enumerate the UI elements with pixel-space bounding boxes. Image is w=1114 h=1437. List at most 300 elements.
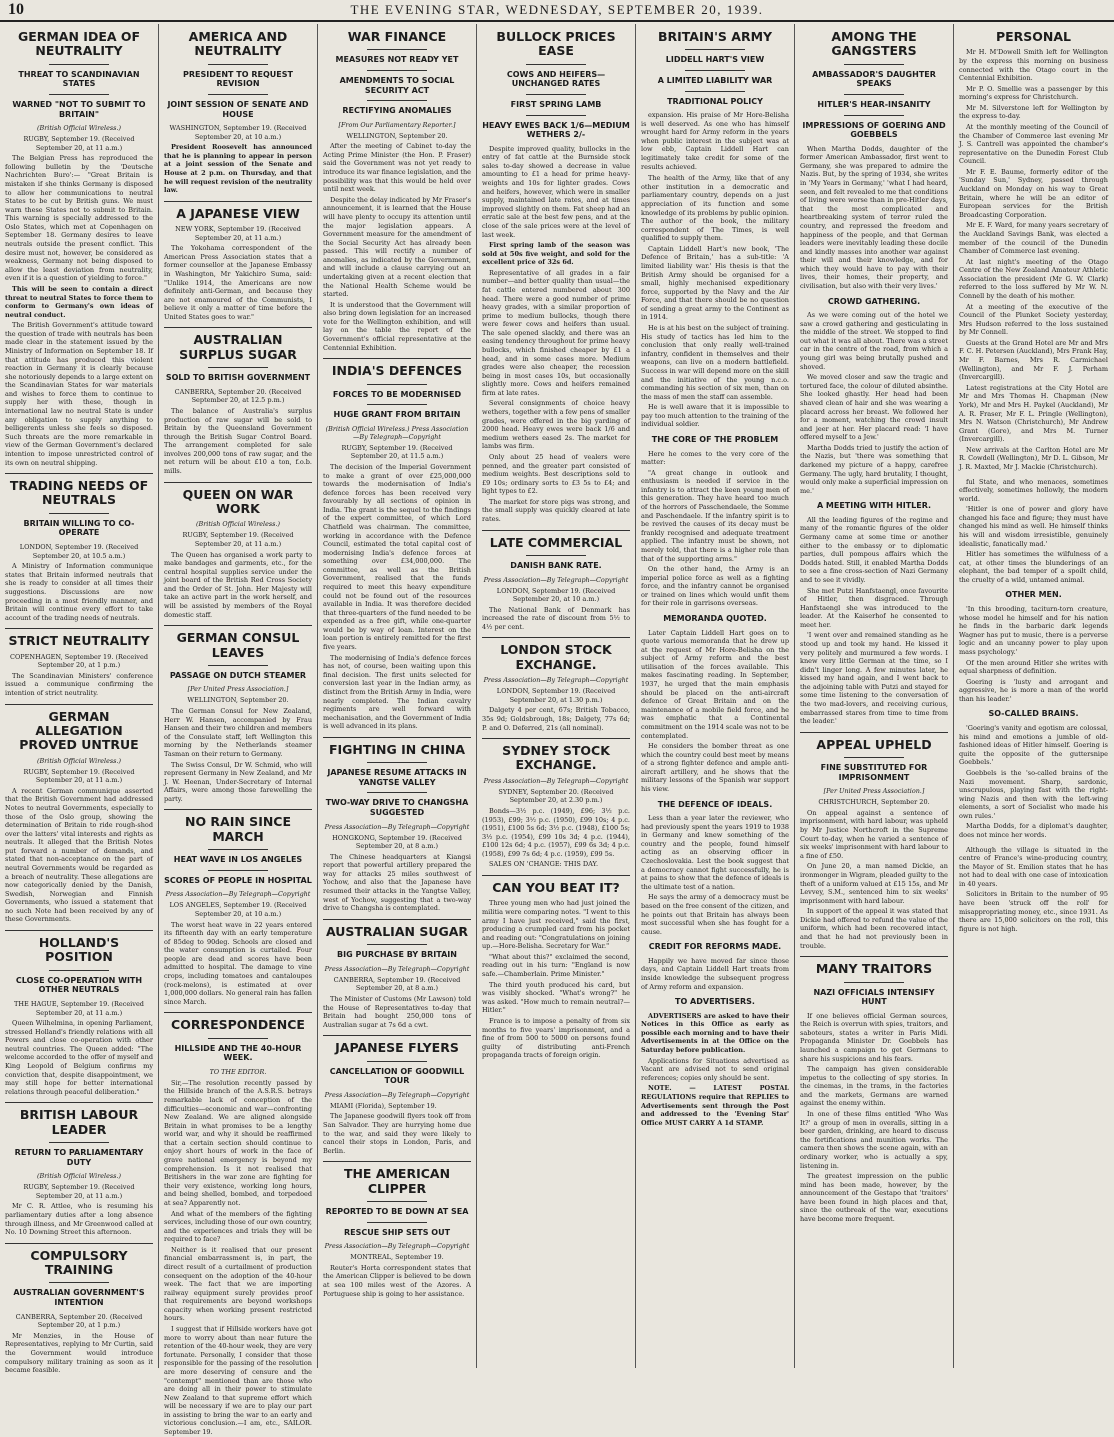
article-body — [482, 145, 630, 524]
article-paragraph: ADVERTISERS are asked to have their Notices in this Office as early as possible each morning and to have their Advertisements in at the Office on the Saturday before publication. — [641, 1011, 789, 1055]
article-body — [5, 1000, 153, 1096]
headline-rule — [844, 757, 903, 758]
article-body — [5, 543, 153, 622]
article-divider — [164, 809, 312, 810]
article-divider — [482, 637, 630, 638]
article-body — [641, 629, 789, 794]
article-paragraph: LONDON, September 19. (Received September 20, at 10.5 a.m.) — [19, 543, 139, 560]
article-paragraph: After the meeting of Cabinet to-day the Acting Prime Minister (the Hon. P. Fraser) said the Government was not yet ready to introduce its war finance legislation, and the possibility was that this would be held over until next week. — [323, 142, 471, 194]
article-subheading: TO ADVERTISERS. — [675, 997, 755, 1007]
article-body — [5, 135, 153, 467]
article-paragraph: Only about 25 head of vealers were penned, and the greater part consisted of medium weights. Best descriptions sold to £9 10s; ordinary sorts to £3 5s to £4; and light types to £2. — [482, 452, 630, 496]
article-paragraph: The modernising of India's defence forces has not, of course, been waiting upon this final decision. The first units selected for conversion last year in the Indian army, as distinct from the British Army in India, were nearly completed. The Indian cavalry regiments are well forward with mechanisation, and the Government of India is well advanced in its plans. — [323, 653, 471, 731]
article-divider — [164, 201, 312, 202]
article-continuation: expansion. His praise of Mr Hore-Belisha is well deserved. As one who has himself wrought hard for Army reform in the years when public interest in the subject was at low ebb, Captain Liddell Hart can legitimately take credit for some of the results achieved. — [641, 111, 789, 171]
article — [959, 846, 1108, 934]
article-paragraph: WASHINGTON, September 19. (Received September 20, at 10 a.m.) — [169, 124, 307, 141]
article — [323, 1161, 471, 1298]
headline-rule — [208, 870, 267, 871]
headline-rule — [367, 70, 426, 71]
article-headline: GERMAN IDEA OF NEUTRALITY — [17, 29, 141, 59]
article — [5, 930, 153, 1096]
article-subheading: CLOSE CO-OPERATION WITH OTHER NEUTRALS — [15, 975, 143, 995]
article-body — [164, 388, 312, 476]
headline-rule — [208, 64, 267, 65]
article-divider — [5, 704, 153, 705]
article-paragraph: President Roosevelt has announced that he is planning to appear in person at a joint session of the Senate and House at 2 p.m. on Thursday, and that he will request revision of the neutrality law. — [164, 143, 312, 195]
article — [800, 732, 948, 950]
article-paragraph: The balance of Australia's surplus production of raw sugar will be sold to Britain by the Queensland Government through the British Sugar Control Board. The arrangement completed for sale involves 200,000 tons of raw sugar, and the net return will be about £10 a ton, f.o.b. mills. — [164, 406, 312, 476]
article-paragraph: We moved closer and saw the tragic and tortured face, the colour of diluted absinthe. She looked ghastly. Her head had been shaved clean of hair and she was wearing a placard across her breast. We followed her for a moment, watching the crowd insult and jeer at her. Her placard read: 'I have offered myself to a Jew.' — [800, 373, 948, 442]
article-headline: SYDNEY STOCK EXCHANGE. — [502, 743, 610, 773]
article-paragraph: All the leading figures of the regime and many of the romantic figures of the older Germany came at some time or another either to the embassy or to diplomatic parties, dull pompous affairs which the Dodds hated. Still, it enabled Martha Dodds to see a fine cross-section of Nazi Germany and to see it vividly. — [800, 515, 948, 584]
article-body — [164, 225, 312, 321]
article-body — [323, 1253, 471, 1298]
article-divider — [323, 737, 471, 738]
article-subheading: AMBASSADOR'S DAUGHTER SPEAKS — [812, 69, 936, 89]
headline-rule — [844, 64, 903, 65]
article-body — [164, 124, 312, 195]
article-subheading: BIG PURCHASE BY BRITAIN — [337, 950, 457, 960]
article-credit: Press Association—By Telegraph—Copyright — [324, 822, 470, 831]
article-body — [959, 724, 1108, 840]
headline-rule — [367, 404, 426, 405]
article-paragraph: Mr C. R. Attlee, who is resuming his parliamentary duties after a long absence through illness, and Mr Greenwood called at No. 10 Downing Street this afternoon. — [5, 1202, 153, 1237]
headline-rule — [526, 555, 585, 556]
article-subheading: RETURN TO PARLIAMENTARY DUTY — [14, 1148, 144, 1167]
article — [482, 875, 630, 1060]
article-paragraph: He considers the bomber threat as one which the country could best meet by means of a strong fighter defence and ample anti-aircraft artillery, and he shows that the military lessons of the Spanish war support his view. — [641, 742, 789, 793]
article-headline: AMERICA AND NEUTRALITY — [188, 29, 288, 59]
article-paragraph: WELLINGTON, September 20. — [187, 696, 289, 705]
article — [641, 800, 789, 937]
article-subheading: NAZI OFFICIALS INTENSIFY HUNT — [813, 987, 935, 1007]
article-divider — [323, 919, 471, 920]
article-headline: AUSTRALIAN SUGAR — [325, 923, 469, 939]
article-paragraph: In one of these films entitled 'Who Was It?' a group of men in overalls, sitting in a beer garden, drinking, are heard to discuss the fortifications and munition works. The camera then shows the scene again, with an ordinary worker, who is actually a spy, listening in. — [800, 1110, 948, 1170]
article-paragraph: Guests at the Grand Hotel are Mr and Mrs F. C. H. Petersen (Auckland), Mrs Frank Hay, Mr F. Barnes, Mrs R. Carmichael (Wellington), and Mr F. J. Perham (Invercargill). — [959, 338, 1108, 382]
article — [164, 30, 312, 195]
article-paragraph: NEW YORK, September 19. (Received September 20, at 11 a.m.) — [175, 225, 301, 242]
article-divider — [323, 1035, 471, 1036]
article-headline: BRITISH LABOUR LEADER — [19, 1107, 139, 1137]
article-subheading: RESCUE SHIP SETS OUT — [343, 1227, 451, 1237]
article-divider — [164, 327, 312, 328]
article-body — [959, 605, 1108, 703]
article-body — [5, 653, 153, 698]
article-paragraph: Applications for Situations advertised as Vacant are advised not to send original references; copies only should be sent. — [641, 1056, 789, 1082]
article-paragraph: The Minister of Customs (Mr Lawson) told the House of Representatives to-day that Britain had bought 250,000 tons of Australian sugar at 7s 6d a cwt. — [323, 994, 471, 1029]
article-paragraph: Goering is 'lusty and arrogant and aggressive, he is more a man of the world than his leader.' — [959, 677, 1108, 703]
headline-rule — [208, 1038, 267, 1039]
article — [323, 358, 471, 731]
article-paragraph: The German Consul for New Zealand, Herr W. Hansen, accompanied by Frau Hansen and their two children and members of the Consulate staff, left Wellington this morning by the Netherlands steamer Tasman on their return to Germany. — [164, 707, 312, 758]
headline-rule — [49, 1282, 108, 1283]
article-credit: [From Our Parliamentary Reporter.] — [338, 120, 456, 129]
article-paragraph: RUGBY, September 19. (Received September 20, at 11 a.m.) — [23, 1183, 135, 1200]
article-paragraph: Although the village is situated in the centre of France's wine-producing country, the Mayor of St. Emilion states that he has not had to deal with one case of intoxication in 40 years. — [959, 845, 1108, 888]
article-paragraph: Bonds—3½ p.c. (1949), £96; 3½ p.c. (1953), £99; 3½ p.c. (1950), £99 10s; 4 p.c. (1951), £100 5s 6d; 3½ p.c. (1948), £100 5s; 3½ p.c. (1954), £99 10s 3d; 4 p.c. (1944), £100 12s 6d; 4 p.c. (1957), £99 6s 3d; 4 p.c. (1958), £99 7s 6d; 4 p.c. (1959), £99 5s. — [482, 806, 630, 858]
article-headline: TRADING NEEDS OF NEUTRALS — [9, 478, 149, 508]
article-paragraph: "What about this?" exclaimed the second, reading out in his turn: "England is now safe.—Chamberlain. Prime Minister." — [482, 952, 630, 979]
article-paragraph: The health of the Army, like that of any other institution in a democratic and parliamentary country, depends on a just appreciation of its function and some knowledge of its problems by public opinion. The author of the book, the military correspondent of The Times, is well qualified to supply them. — [641, 174, 789, 243]
article-subheading: SCORES OF PEOPLE IN HOSPITAL — [164, 875, 312, 885]
article-paragraph: A Ministry of Information communique states that Britain informed neutrals that she is ready to consider at all times their suggestions. Discussions are now proceeding in a most friendly manner, and Britain will continue every effort to take account of the trading needs of neutrals. — [5, 562, 153, 622]
article — [164, 201, 312, 322]
article-paragraph: This will be seen to contain a direct threat to neutral States to force them to conform to Germany's own ideas of neutral conduct. — [5, 284, 153, 319]
article-body — [482, 687, 630, 732]
article — [959, 30, 1108, 472]
article-paragraph: Later Captain Liddell Hart goes on to quote various memoranda that he drew up at the request of Mr Hore-Belisha on the subject of Army reform and the best utilisation of the forces available. This makes fascinating reading. In September, 1937, he urged that the main emphasis should be placed on the anti-aircraft defence of Great Britain and on the maintenance of a mobile field force, and he was emphatic that a Continental commitment on the 1914 scale was not to be contemplated. — [641, 628, 789, 740]
article-credit: Press Association—By Telegraph—Copyright — [483, 575, 629, 584]
article-paragraph: The Swiss Consul, Dr W. Schmid, who will represent Germany in New Zealand, and Mr J. W. Heenan, Under-Secretary of Internal Affairs, were among those farewelling the party. — [164, 760, 312, 803]
article-paragraph: The Chinese headquarters at Kiangsi report that powerful artillery prepared the way for attacks 25 miles southwest of Yochow, and also that the Japanese have resumed their attacks in the Yangtse Valley, west of Yochow, suggesting that a two-way drive to Changsha is contemplated. — [323, 852, 471, 913]
article-body — [164, 531, 312, 619]
headline-rule — [208, 665, 267, 666]
article-body — [641, 957, 789, 991]
article-paragraph: The decision of the Imperial Government to make a grant of over £25,000,000 towards the modernisation of India's defence forces has been received very favourably by all sections of opinion in India. The grant is the sequel to the findings of the expert committee, of which Lord Chatfield was chairman. The committee, working in accordance with the Defence Council, estimated the total capital cost of modernising India's defence forces at something over £34,000,000. The committee, as well as the British Government, realised that the funds required to meet this heavy expenditure could not be found out of the resources available in India. It was therefore decided that three-quarters of the fund needed to be expended as a free gift, while one-quarter would be by way of loan. Interest on the loan portion is entirely remitted for the first five years. — [323, 462, 471, 652]
article-divider — [482, 875, 630, 876]
article-paragraph: Mr Menzies, in the House of Representatives, replying to Mr Curtin, said the Government would introduce compulsory military training as soon as it became feasible. — [5, 1331, 153, 1375]
article-paragraph: 'Hitler is one of power and glory have changed his face and figure; they must have changed his mind as well. He himself thinks his will and wisdom irresistible, genuinely idealistic, fanatically mad.' — [959, 505, 1108, 548]
article-paragraph: 'Goering's vanity and egotism are colossal, his mind and emotions a jumble of old-fashioned ideas of Hitler himself. Goering is quite the opposite of the guttersnipe Goebbels.' — [959, 724, 1108, 767]
article — [800, 956, 948, 1223]
article-paragraph: Captain Liddell Hart's new book, 'The Defence of Britain,' has a sub-title: 'A limited liability war.' His thesis is that the British Army should be organised for a small, highly mechanised expeditionary force, supported by the Navy and the Air Force, and that there should be no question of sending a great army to the Continent as in 1914. — [641, 244, 789, 322]
article-headline: GERMAN CONSUL LEAVES — [176, 630, 300, 660]
article-paragraph: At last night's meeting of the Otago Centre of the New Zealand Amateur Athletic Association the president (Mr G. W. Clark) referred to the loss suffered by Mr W. N. Connell by the death of his mother. — [959, 257, 1108, 300]
article-subheading: REPORTED TO BE DOWN AT SEA — [325, 1207, 469, 1217]
headline-rule — [367, 944, 426, 945]
article-paragraph: CANBERRA, September 20. (Received September 20, at 12.5 p.m.) — [174, 387, 302, 405]
article-body — [800, 1012, 948, 1224]
article-credit: [Per United Press Association.] — [823, 787, 925, 796]
article-paragraph: LONDON, September 19. (Received September 20, at 10 a.m.) — [496, 586, 616, 604]
article-body — [164, 901, 312, 1006]
article-subheading: WARNED "NOT TO SUBMIT TO BRITAIN" — [12, 99, 146, 119]
article-headline: GERMAN ALLEGATION PROVED UNTRUE — [19, 708, 139, 753]
article — [641, 435, 789, 608]
article-subheading: A MEETING WITH HITLER. — [816, 501, 932, 511]
article-paragraph: HONGKONG, September 19. (Received September 20, at 8 a.m.) — [332, 833, 462, 851]
article-headline: MANY TRAITORS — [815, 961, 933, 977]
article-paragraph: Several consignments of choice heavy wethers, together with a few pens of smaller grades, were offered in the big yarding of 2000 head. Heavy ewes were back 1/6 and medium wethers eased 2s. The market for lambs was firm. — [482, 399, 630, 451]
headline-rule — [685, 49, 744, 50]
article-paragraph: Mr P. O. Smellie was a passenger by this morning's express for Christchurch. — [959, 84, 1108, 102]
columns-container — [0, 24, 1114, 1436]
article-paragraph: I suggest that if Hillside workers have got more to worry about than near future the retention of the 40-hour week, they are very fortunate. Personally, I consider that those responsible for the passing of the resolution are more deserving of censure and the "contempt" mentioned than are those who are doing all in their power to stimulate New Zealand to that supreme effort which will be necessary if we are to play our part in assisting to bring the war to an early and victorious conclusion.—I am, etc., SAILOR. September 19. — [164, 1325, 312, 1436]
article-credit: Press Association—By Telegraph—Copyright — [324, 1090, 470, 1099]
article-body — [800, 145, 948, 291]
article-paragraph: MIAMI (Florida), September 19. — [330, 1101, 437, 1110]
article-paragraph: Hitler has sometimes the wilfulness of a cat, at other times the blunderings of an elephant, the bad temper of a spoilt child, the cruelty of a wild, untamed animal. — [959, 550, 1108, 584]
article-subheading: HITLER'S HEAR-INSANITY — [817, 99, 931, 109]
article-divider — [5, 1243, 153, 1244]
article-headline: JAPANESE FLYERS — [335, 1040, 459, 1056]
article-paragraph: New arrivals at the Carlton Hotel are Mr R. Cowdell (Wellington), Mr D. L. Gibson, Mr J. R. Maxted, Mr J. Mackie (Christchurch). — [959, 445, 1108, 471]
headline-rule — [526, 94, 585, 95]
paper-title-line: THE EVENING STAR, WEDNESDAY, SEPTEMBER 20, 1939. — [350, 2, 764, 17]
article-paragraph: The worst heat wave in 22 years entered its fifteenth day with an early temperature of 85deg to 90deg. Schools are closed and the water consumption is curtailed. Four people are dead and scores have been admitted to hospital. The damage to vine crops, including tomatoes and cantaloupes (rock-melons), is estimated at over 1,000,000 dollars. No general rain has fallen since March. — [164, 920, 312, 1006]
article-paragraph: At a meeting of the executive of the Council of the Plunket Society yesterday, Mrs Hudson referred to the loss sustained by Mr Connell. — [959, 302, 1108, 337]
article-paragraph: WELLINGTON, September 20. — [346, 131, 448, 140]
article-subheading: JOINT SESSION OF SENATE AND HOUSE — [167, 99, 309, 119]
article-paragraph: Less than a year later the reviewer, who had previously spent the years 1919 to 1938 in Germany and knew something of the country and the people, found himself acting as an observing officer in Czechoslovakia. Lest the book suggest that a democracy cannot fight successfully, he is at pains to show that the defence of ideals is the ultimate test of a nation. — [641, 814, 789, 891]
article-credit: TO THE EDITOR. — [209, 1067, 267, 1076]
headline-rule — [208, 94, 267, 95]
article-subheading: JAPANESE RESUME ATTACKS IN YANGTSE VALLEY — [327, 768, 467, 787]
article-paragraph: And what of the members of the fighting services, including those of our own country, and the experiences and trials they will be required to face? — [164, 1209, 312, 1244]
article-body — [641, 450, 789, 608]
article-body — [482, 899, 630, 1059]
article-subheading: COWS AND HEIFERS—UNCHANGED RATES — [506, 69, 606, 89]
article-divider — [5, 473, 153, 474]
headline-rule — [526, 115, 585, 116]
headline-rule — [685, 70, 744, 71]
article-subheading: THE CORE OF THE PROBLEM — [651, 434, 779, 444]
article-paragraph: He says the army of a democracy must be based on the free consent of the citizen, and he points out that Britain has always been most successful when she has fought for a cause. — [641, 893, 789, 936]
headline-rule — [49, 513, 108, 514]
article-subheading: LIDDELL HART'S VIEW — [665, 55, 765, 65]
article-headline: BULLOCK PRICES EASE — [496, 29, 616, 59]
article-body — [641, 814, 789, 936]
article-subheading: CANCELLATION OF GOODWILL TOUR — [329, 1066, 465, 1086]
article-body — [5, 1313, 153, 1375]
article-paragraph: It is understood that the Government will also bring down legislation for an increased vote for the Wellington exhibition, and will lay on the table the report of the Government's official representative at the Centennial Exhibition. — [323, 300, 471, 352]
article — [5, 704, 153, 925]
article-paragraph: CHRISTCHURCH, September 20. — [818, 798, 930, 807]
headline-rule — [49, 64, 108, 65]
article-body — [482, 587, 630, 632]
article-subheading: TWO-WAY DRIVE TO CHANGSHA SUGGESTED — [325, 798, 469, 817]
headline-rule — [49, 94, 108, 95]
article-paragraph: First spring lamb of the season was sold at 50s five weight, and sold for the excellent price of 32s 6d. — [482, 241, 630, 267]
article — [482, 637, 630, 732]
article-paragraph: Goebbels is the 'so-called brains of the Nazi movement. Sharp, sardonic, unscrupulous, playing fast with the right-wing Nazis and then with the left-wing elements, a sort of Socialist who made his own rules.' — [959, 768, 1108, 820]
article-divider — [164, 625, 312, 626]
article-body — [800, 798, 948, 950]
article — [5, 1243, 153, 1375]
article-paragraph: CANBERRA, September 19. (Received September 20, at 8 a.m.) — [333, 975, 461, 993]
article-paragraph: The Yokohama correspondent of the American Press Association states that a former counsellor at the Japanese Embassy in Washington, Mr Yakichiro Suma, said: "Unlike 1914, the Americans are now definitely anti-German, and because they are not enamoured of the Communists, I believe it only a matter of time before the United States goes to war." — [164, 244, 312, 321]
article-body — [5, 1183, 153, 1236]
article-paragraph: On the other hand, the Army is an imperial police force as well as a fighting force, and the infantry cannot be organised or trained on lines which would unfit them for their role in garrisons overseas. — [641, 565, 789, 608]
article-subheading: FIRST SPRING LAMB — [510, 99, 602, 109]
article-headline: THE AMERICAN CLIPPER — [343, 1166, 451, 1196]
article-body — [959, 478, 1108, 585]
article-paragraph: Mr M. Silverstone left for Wellington by the express to-day. — [959, 103, 1108, 121]
article-subheading: FINE SUBSTITUTED FOR IMPRISONMENT — [820, 763, 928, 782]
article-paragraph: Latest registrations at the City Hotel are Mr and Mrs Thomas H. Chapman (New York), Mr and Mrs H. Paykel (Auckland), Mr A. R. Fraser, Mr F. L. Pringle (Wellington), Mrs N. Watson (Christchurch), Mr Andrew Grant (Gore), and Mrs M. Turner (Invercargill). — [959, 383, 1108, 444]
article — [164, 809, 312, 1006]
article-paragraph: Mr F. E. Baume, formerly editor of the 'Sunday Sun,' Sydney, passed through Auckland on Monday on his way to Great Britain, where he will be an editor of European services for the British Broadcasting Corporation. — [959, 167, 1108, 219]
article — [800, 30, 948, 291]
headline-rule — [208, 849, 267, 850]
article-credit: Press Association—By Telegraph—Copyright — [324, 964, 470, 973]
article-subheading: HILLSIDE AND THE 40-HOUR WEEK. — [174, 1043, 302, 1063]
article-body — [323, 1102, 471, 1155]
article-credit: (British Official Wireless.) — [37, 756, 121, 765]
article-credit: Press Association—By Telegraph—Copyright — [483, 776, 629, 785]
article — [959, 478, 1108, 585]
article-paragraph: NOTE. — LATEST POSTAL REGULATIONS require that REPLIES to Advertisements sent through the Post and addressed to the 'Evening Star' Office MUST CARRY A 1d STAMP. — [641, 1084, 789, 1127]
article-headline: QUEEN ON WAR WORK — [182, 486, 294, 516]
article-credit: [Per United Press Association.] — [187, 685, 289, 694]
article — [641, 997, 789, 1127]
article-body — [959, 846, 1108, 934]
article-divider — [5, 1102, 153, 1103]
headline-rule — [367, 1222, 426, 1223]
article-body — [164, 696, 312, 803]
article-divider — [482, 530, 630, 531]
article-divider — [800, 956, 948, 957]
article-headline: LATE COMMERCIAL — [489, 534, 623, 550]
article-credit: Press Association—By Telegraph—Copyright — [324, 1242, 470, 1251]
article-subheading: AUSTRALIAN GOVERNMENT'S INTENTION — [13, 1288, 145, 1308]
article-paragraph: Mr E. F. Ward, for many years secretary of the Auckland Savings Bank, was elected a member of the council of the Dunedin Chamber of Commerce last evening. — [959, 221, 1108, 256]
column-1 — [0, 24, 159, 1375]
article-paragraph: Here he comes to the very core of the matter: — [641, 449, 789, 467]
article-paragraph: Three young men who had just joined the militia were comparing notes. "I went to this army I have just received," said the first, producing a crumpled card from his pocket and reading out: "Congratulations on joining up.—Hore-Belisha. Secretary for War." — [482, 899, 630, 951]
article-body — [323, 976, 471, 1029]
article-paragraph: Martha Dodds tried to justify the action of the Nazis, but 'there was something that darkened my picture of a happy, carefree Germany. The ugly, hard brutality, I thought, would only make a superficial impression on me.' — [800, 443, 948, 495]
article-paragraph: SALES ON 'CHANGE: THIS DAY. — [489, 860, 599, 869]
article-credit: Press Association—By Telegraph—Copyright — [483, 676, 629, 685]
article — [482, 30, 630, 524]
article — [323, 919, 471, 1029]
article-paragraph: Sir,—The resolution recently passed by the Hillside branch of the A.S.R.S. betrays remarkable lack of conception of the difficulties—economic and war—confronting New Zealand. We are aligned alongside Britain in what promises to be a lengthy world war, and why it should be reaffirmed that a certain section should continue to enjoy short hours of work in the face of grave national emergency is beyond my comprehension. Is it not realised that Britishers in the war zone are fighting for their very existence, working long hours, and being shelled, bombed, and torpedoed at sea? Apparently not. — [164, 1078, 312, 1207]
article-divider — [323, 1161, 471, 1162]
article-subheading: TRADITIONAL POLICY — [667, 96, 763, 106]
article-headline: HOLLAND'S POSITION — [38, 935, 120, 965]
article-headline: STRICT NEUTRALITY — [8, 633, 150, 649]
article-paragraph: The Scandinavian Ministers' conference issued a communique confirming the intention of strict neutrality. — [5, 671, 153, 697]
article-subheading: A LIMITED LIABILITY WAR — [657, 75, 773, 85]
article-subheading: THE DEFENCE OF IDEALS. — [657, 799, 773, 809]
article-subheading: CROWD GATHERING. — [827, 296, 921, 306]
article-paragraph: On appeal against a sentence of imprisonment, with hard labour, was upheld by Mr Justice Northcroft in the Supreme Court to-day, when he varied a sentence of six weeks' imprisonment with hard labour to a fine of £50. — [800, 808, 948, 860]
article — [5, 30, 153, 467]
article-paragraph: Despite improved quality, bullocks in the entry of fat cattle at the Burnside stock sales to-day showed a decrease in value amounting to £1 a head for prime heavy-weights and 10s for lighter grades. Cows and heifers, however, which were in smaller supply, maintained late rates, and at times improved slightly on them. Fat sheep had an erratic sale at the best few pens, and at the close of the sale prices were at the level of last week. — [482, 144, 630, 239]
article-paragraph: RUGBY, September 19. (Received September 20, at 11 a.m.) — [182, 531, 294, 548]
article-paragraph: RUGBY, September 19. (Received September 20, at 11.5 a.m.) — [341, 443, 453, 461]
article-paragraph: SYDNEY, September 20. (Received September 20, at 2.30 p.m.) — [498, 787, 614, 805]
article-subheading: HUGE GRANT FROM BRITAIN — [333, 410, 461, 420]
article-subheading: BRITAIN WILLING TO CO-OPERATE — [23, 518, 135, 538]
article-paragraph: "A great change in outlook and enthusiasm is needed if service in the infantry is to attract the keen young men of this generation. They have heard too much of the horrors of Passchendaele, the Somme and Paschendaele. If the infantry spirit is to be revived the causes of its decay must be frankly recognised and adequate treatment applied. The infantry must be shown, not merely told, that there is a higher role than that of the supporting arms." — [641, 468, 789, 563]
article-divider — [482, 738, 630, 739]
article — [482, 530, 630, 632]
article-paragraph: Queen Wilhelmina, in opening Parliament, stressed Holland's friendly relations with all Powers and close co-operation with other neutral countries. The Queen added: "The welcome accorded to the offer of myself and King Leopold of Belgium confirms my conviction that, despite disappointment, we may still hope for better international relations through peaceful deliberation." — [5, 1019, 153, 1096]
article — [800, 297, 948, 496]
article-paragraph: He is at his best on the subject of training. His study of tactics has led him to the conclusion that only really well-trained infantry, confident in themselves and their weapons, can live on a modern battlefield. Success in war will depend more on the skill and the initiative of the young n.c.o. commanding his section of six men, than on the mass of men the staff can assemble. — [641, 324, 789, 401]
article-divider — [5, 930, 153, 931]
article-paragraph: The Queen has organised a work party to make bandages and garments, etc., for the central hospital supplies service under the joint board of the British Red Cross Society and the Order of St. John. Her Majesty will take an active part in the work herself, and will be assisted by members of the Royal domestic staff. — [164, 550, 312, 619]
article-subheading: DANISH BANK RATE. — [510, 560, 602, 570]
article-paragraph: ful State, and who menaces, sometimes effectively, sometimes hollowly, the modern world. — [959, 477, 1108, 503]
headline-rule — [844, 982, 903, 983]
article — [5, 1102, 153, 1236]
headline-rule — [367, 100, 426, 101]
article-paragraph: A recent German communique asserted that the British Government had addressed Notes to neutral Governments, especially to those of the Oslo group, showing the determination of Britain to ride rough-shod over the latters' vital interests and rights as neutrals. It alleged that the British Notes put forward a number of demands, and stated that non-acceptance on the part of neutral Governments would be regarded as a breach of neutrality. These allegations are now categorically denied by the Danish, Swedish, Norwegian and Finnish Governments, who issued a statement that no such Note had been received by any of these Governments. — [5, 786, 153, 924]
article-paragraph: RUGBY, September 19. (Received September 20, at 11 a.m.) — [23, 135, 135, 152]
article-subheading: SO-CALLED BRAINS. — [988, 709, 1079, 719]
article — [959, 590, 1108, 703]
article-paragraph: Representative of all grades in a fair number—and better quality than usual—the fat cattle entered numbered about 300 head. There were a good number of prime heavy grades, with a similar proportion of prime to medium bullocks, though there were fewer cows and heifers than usual. The sale opened slackly, and there was an easing tendency throughout for prime heavy bullocks, which finished cheaper by £1 a head, and in some cases more. Medium grades were also cheaper, the recession being in most cases 10s, but occasionally slightly more. Cows and heifers remained firm at late rates. — [482, 268, 630, 397]
headline-rule — [367, 1061, 426, 1062]
column-6 — [795, 24, 954, 1368]
article-headline: CAN YOU BEAT IT? — [492, 880, 620, 896]
article-paragraph: At the monthly meeting of the Council of the Chamber of Commerce last evening Mr J. S. Cantrell was appointed the chamber's representative on the Dunedin Forest Club Council. — [959, 123, 1108, 166]
article-paragraph: In support of the appeal it was stated that Dickie had offered to refund the value of the uniform, which had been recovered intact, and that he had not previously been in trouble. — [800, 907, 948, 950]
headline-rule — [526, 64, 585, 65]
article-body — [641, 1012, 789, 1128]
article-paragraph: As we were coming out of the hotel we saw a crowd gathering and gesticulating in the middle of the street. We stopped to find out what it was all about. There was a street car in the centre of the road, from which a young girl was being brutally pushed and shoved. — [800, 311, 948, 371]
article-body — [323, 444, 471, 731]
article-subheading: HEAT WAVE IN LOS ANGELES — [173, 855, 303, 865]
article — [164, 327, 312, 475]
headline-rule — [685, 91, 744, 92]
article-headline: APPEAL UPHELD — [816, 736, 932, 752]
article-subheading: OTHER MEN. — [1005, 590, 1062, 600]
article-headline: WAR FINANCE — [347, 29, 447, 44]
article — [323, 1035, 471, 1155]
article-subheading: PASSAGE ON DUTCH STEAMER — [169, 670, 307, 680]
article-paragraph: Of the men around Hitler she writes with equal sharpness of definition. — [959, 658, 1108, 676]
article-paragraph: The market for store pigs was strong, and the small supply was quickly cleared at late rates. — [482, 497, 630, 523]
article-subheading: PRESIDENT TO REQUEST REVISION — [183, 69, 293, 89]
article-body — [323, 132, 471, 352]
article-paragraph: MONTREAL, September 19. — [350, 1253, 444, 1262]
article-body — [641, 174, 789, 429]
article-divider — [800, 732, 948, 733]
article-paragraph: She met Putzi Hanfstaengl, once favourite of Hitler, then disgraced. Through Hanfstaengl she was introduced to the leader. At the Kaiserhof he consented to meet her. — [800, 586, 948, 629]
article-headline: COMPULSORY TRAINING — [30, 1247, 128, 1278]
article-body — [800, 311, 948, 495]
article-paragraph: On June 20, a man named Dickie, an ironmonger in Wigram, pleaded guilty to the theft of a uniform valued at £15 15s, and Mr Levvey, S.M., sentenced him to six weeks' imprisonment with hard labour. — [800, 862, 948, 905]
article-paragraph: Reuter's Horta correspondent states that the American Clipper is believed to be down at sea 100 miles west of the Azores. A Portuguese ship is going to her assistance. — [323, 1263, 471, 1298]
article-paragraph: If one believes official German sources, the Reich is overrun with spies, traitors, and saboteurs, states a writer in Paris Midi. Propaganda Minister Dr. Goebbels has launched a campaign to get Germans to share his suspicions and his fears. — [800, 1011, 948, 1063]
article-headline: A JAPANESE VIEW — [176, 205, 300, 221]
article-credit: Press Association—By Telegraph—Copyright — [165, 890, 311, 899]
article-body — [800, 516, 948, 726]
article — [800, 501, 948, 725]
article-body — [959, 48, 1108, 471]
article-paragraph: The greatest impression on the public mind has been made, however, by the announcement of the Gestapo that 'traitors' have been found in high places and that, since the outbreak of the war, executions have become more frequent. — [800, 1172, 948, 1223]
headline-rule — [367, 762, 426, 763]
article-paragraph: LOS ANGELES, September 19. (Received September 20, at 10 a.m.) — [169, 901, 307, 918]
article-credit: (British Official Wireless.) — [37, 1172, 121, 1181]
article-body — [164, 1079, 312, 1437]
article-headline: AUSTRALIAN SURPLUS SUGAR — [179, 332, 297, 362]
headline-rule — [844, 115, 903, 116]
article-paragraph: The British Government's attitude toward the question of trade with neutrals has been made clear in the statement issued by the Ministry of Information on September 18. If that attitude has produced this violent reaction in Germany it is clearly because she notoriously depends to a large extent on the Scandinavian States for war materials and wishes to force them to continue to supply her with these, though in international law no neutral State is under any obligation to supply anything to belligerents unless she feels so disposed. Such threats are the more remarkable in view of the German Government's declared intention to impose unrestricted control of its own on neutral shipping. — [5, 321, 153, 467]
article-headline: PERSONAL — [995, 29, 1072, 44]
headline-rule — [367, 1201, 426, 1202]
article — [641, 942, 789, 991]
page-header — [0, 0, 1114, 22]
article — [5, 628, 153, 697]
column-5 — [636, 24, 795, 1368]
article-paragraph: Despite the delay indicated by Mr Fraser's announcement, it is learned that the House will have plenty to occupy its attention until the major legislation appears. A Government measure for the amendment of the Social Security Act has already been passed. This will rectify a number of anomalies, as indicated by the Government, and will include a clause carrying out an undertaking given at a recent election that the National Health Scheme would be started. — [323, 195, 471, 299]
column-2 — [159, 24, 318, 1436]
article — [164, 625, 312, 803]
headline-rule — [844, 94, 903, 95]
article-divider — [164, 1012, 312, 1013]
article-headline: BRITAIN'S ARMY — [657, 29, 773, 44]
article-divider — [5, 628, 153, 629]
article-body — [5, 768, 153, 924]
article-body — [482, 788, 630, 869]
